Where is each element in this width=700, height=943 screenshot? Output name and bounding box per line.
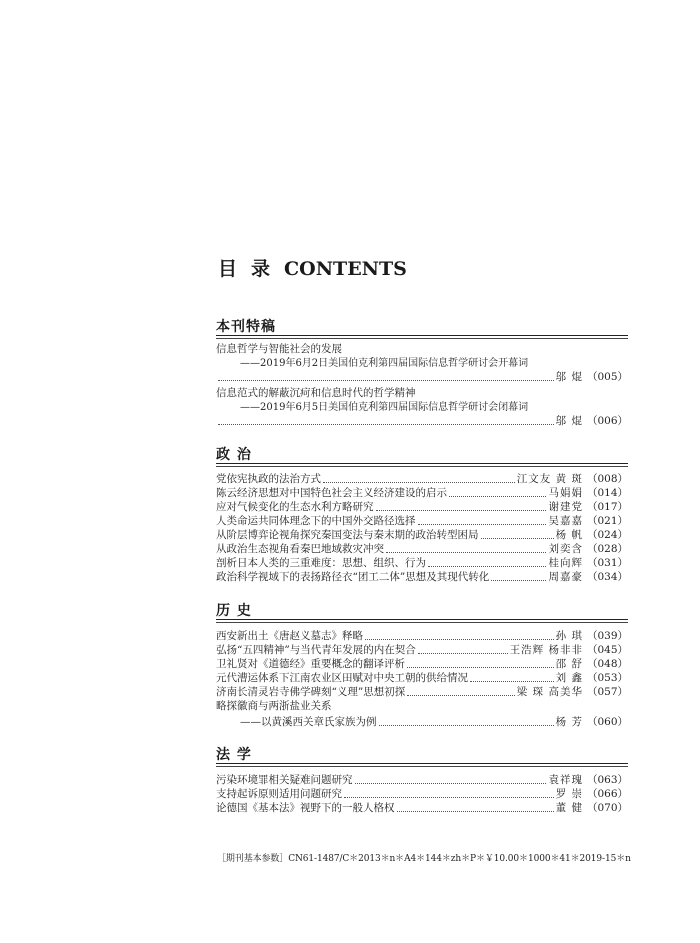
toc-entry-page: （014） [586,487,628,499]
toc-entry-page: （053） [586,672,628,684]
toc-entry-title[interactable]: 信息哲学与智能社会的发展 [216,343,342,355]
toc-entry-title: 剖析日本人类的三重难度：思想、组织、行为 [216,557,426,569]
toc-entry[interactable] [216,500,628,514]
toc-entry-author: 杨 帆 [555,529,583,541]
leader-dots [407,694,515,696]
toc-entry-author: 孙 琪 [555,630,583,642]
toc-entry-title: 元代漕运体系下江南农业区田赋对中央工朝的供给情况 [216,672,468,684]
toc-entry-author: 桂向辉 [548,557,583,569]
toc-entry[interactable] [216,528,628,542]
toc-entry-author: 董 健 [555,802,583,814]
section-heading-special: 本刊特稿 [216,319,276,335]
toc-entry-title: 卫礼贤对《道德经》重要概念的翻译评析 [216,658,405,670]
leader-dots [376,509,547,511]
section-heading-history: 历 史 [216,603,252,619]
toc-entry-author: 马娟娟 [548,487,583,499]
toc-entry-author: 袁祥瑰 [548,774,583,786]
section-rule [216,622,628,623]
leader-dots [491,579,546,581]
leader-dots [218,423,554,425]
leader-dots [407,666,554,668]
toc-entry-title: 支持起诉原则适用问题研究 [216,788,342,800]
toc-entry[interactable] [216,801,628,815]
toc-entry-page: （048） [586,658,628,670]
toc-entry-page: （006） [586,415,628,427]
toc-entry-author: 谢建党 [548,501,583,513]
toc-entry-subtitle: ——2019年6月5日美国伯克利第四届国际信息哲学研讨会闭幕词 [240,402,529,413]
toc-entry-author: 邵 舒 [555,658,583,670]
toc-entry-title[interactable]: 略探徽商与两浙盐业关系 [216,700,332,712]
toc-entry-title: 西安新出土《唐赵义墓志》释略 [216,630,363,642]
toc-entry-title: 济南长清灵岩寺佛学碑刻“义理”思想初探 [216,686,406,698]
toc-entry-page: （039） [586,630,628,642]
leader-dots [470,680,554,682]
leader-dots [481,537,554,539]
toc-entry-page: （031） [586,557,628,569]
toc-entry-page: （008） [586,473,628,485]
leader-dots [365,638,554,640]
toc-entry-author: 刘 鑫 [555,672,583,684]
leader-dots [418,523,547,525]
toc-entry[interactable] [216,570,628,584]
toc-entry-page: （060） [586,716,628,728]
section-heading-law: 法 学 [216,747,252,763]
toc-entry-author: 杨 芳 [555,716,583,728]
section-heading-politics: 政 治 [216,447,252,463]
toc-entry[interactable] [216,657,628,671]
leader-dots [355,782,547,784]
toc-entry-author: 梁 琛 高美华 [516,686,583,698]
toc-entry[interactable] [216,671,628,685]
toc-entry-page: （005） [586,371,628,383]
leader-dots [218,379,554,381]
section-rule [216,335,628,336]
toc-entry[interactable] [216,787,628,801]
toc-entry-page: （034） [586,571,628,583]
toc-entry[interactable] [216,773,628,787]
leader-dots [379,724,554,726]
title-en: CONTENTS [284,258,407,280]
toc-entry[interactable] [216,556,628,570]
toc-entry-page: （063） [586,774,628,786]
toc-entry-subtitle: ——2019年6月2日美国伯克利第四届国际信息哲学研讨会开幕词 [240,358,529,369]
toc-entry-title: 从政治生态视角看秦巴地域救灾冲突 [216,543,384,555]
toc-entry-author: 邬 焜 [555,371,583,383]
toc-entry[interactable] [216,514,628,528]
toc-entry-page: （021） [586,515,628,527]
toc-entry-title: 党依宪执政的法治方式 [216,473,321,485]
section-rule [216,338,628,339]
leader-dots [418,652,508,654]
section-rule [216,466,628,467]
section-rule [216,763,628,764]
toc-entry-title: 政治科学视域下的表扬路径衣“团工二体”思想及其现代转化 [216,571,490,583]
toc-entry-page: （057） [586,686,628,698]
toc-entry-title: 弘扬“五四精神”与当代青年发展的内在契合 [216,644,416,656]
toc-entry-title: 人类命运共同体理念下的中国外交路径选择 [216,515,416,527]
toc-entry[interactable] [216,643,628,657]
toc-entry-title[interactable]: 信息范式的解蔽沉疴和信息时代的哲学精神 [216,387,416,399]
toc-entry-subtitle: ——以黄溪西关章氏家族为例 [240,716,377,728]
toc-entry-page: （017） [586,501,628,513]
page-title [218,254,407,281]
toc-entry-page: （066） [586,788,628,800]
toc-entry-author: 江文友 黄 斑 [516,473,583,485]
toc-entry-title: 应对气候变化的生态水利方略研究 [216,501,374,513]
toc-entry-author: 罗 崇 [555,788,583,800]
section-rule [216,619,628,620]
journal-parameters-footer: ［期刊基本参数］CN61-1487/C＊2013＊n＊A4＊144＊zh＊P＊￥10.00＊1000＊41＊2019-15＊n [217,854,631,864]
toc-entry[interactable] [216,542,628,556]
toc-entry[interactable] [216,629,628,643]
toc-entry-author: 刘奕含 [548,543,583,555]
section-rule [216,766,628,767]
leader-dots [397,810,554,812]
toc-entry-title: 从阶层博弈论视角探究秦国变法与秦末期的政治转型困局 [216,529,479,541]
leader-dots [386,551,546,553]
toc-entry-author: 王浩辉 杨非非 [509,644,583,656]
toc-entry[interactable] [216,685,628,699]
toc-entry-page: （070） [586,802,628,814]
leader-dots [344,796,554,798]
toc-entry[interactable] [216,486,628,500]
toc-entry-title: 陈云经济思想对中国特色社会主义经济建设的启示 [216,487,447,499]
toc-entry[interactable] [216,414,628,428]
toc-entry[interactable] [216,370,628,384]
toc-entry-page: （028） [586,543,628,555]
toc-entry-author: 吴嘉嘉 [548,515,583,527]
toc-entry-title: 论德国《基本法》视野下的一般人格权 [216,802,395,814]
leader-dots [428,565,546,567]
toc-entry-author: 周嘉豪 [548,571,583,583]
toc-entry[interactable] [216,472,628,486]
toc-entry-author: 邬 焜 [555,415,583,427]
section-rule [216,463,628,464]
leader-dots [323,481,515,483]
title-cn: 目录 [218,258,285,280]
toc-entry-page: （024） [586,529,628,541]
toc-entry-title: 污染环境罪相关疑难问题研究 [216,774,353,786]
toc-entry[interactable] [216,715,628,729]
toc-entry-page: （045） [586,644,628,656]
leader-dots [449,495,546,497]
